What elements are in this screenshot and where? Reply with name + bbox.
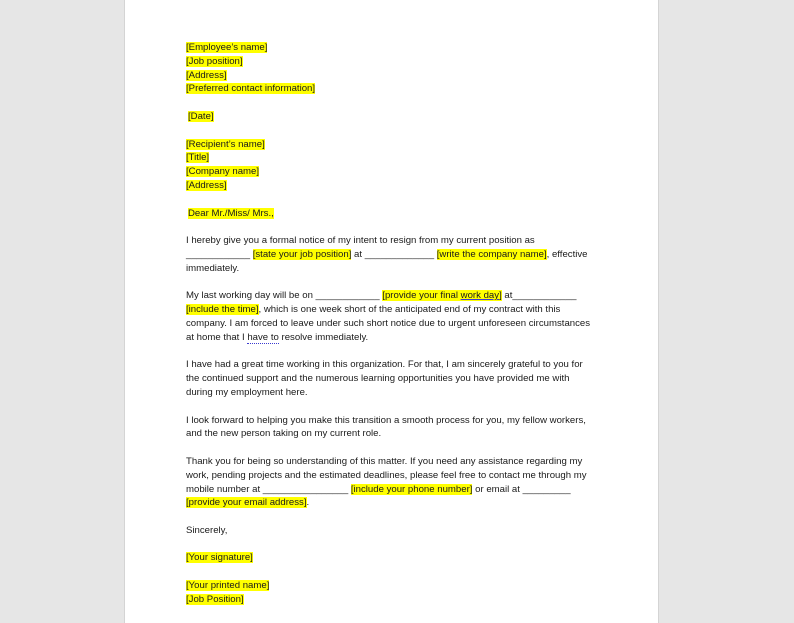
signature-placeholder: [Your signature]: [186, 552, 253, 564]
recipient-block: [186, 138, 598, 193]
printed-name-placeholder: [Your printed name]: [186, 580, 270, 592]
paragraph-gratitude: I have had a great time working in this organization. For that, I am sincerely grateful to you for the continued support and the numerous learning opportunities you have provided me with during my employment here.: [186, 359, 583, 398]
placeholder-job-position: [state your job position]: [252, 248, 352, 260]
placeholder-company-name: [write the company name]: [436, 248, 547, 260]
sender-contact: [Preferred contact information]: [186, 83, 316, 95]
paragraph-last-day: My last working day will be on ____________ [provide your final work day] at____________ [include the time], which is one week short of the anticipated end of my contract with this company. I am forced to leave under such short notice due to urgent unforeseen circumstances at home that I have to resolve immediately.: [186, 290, 591, 343]
letter-body: [186, 41, 598, 607]
placeholder-final-day: [provide your final work day]: [382, 290, 502, 302]
sender-name: [Employee’s name]: [186, 42, 268, 53]
sender-block: [186, 41, 598, 96]
placeholder-time: [include the time]: [186, 304, 259, 316]
placeholder-email: [provide your email address]: [186, 497, 307, 509]
recipient-company: [Company name]: [186, 166, 260, 178]
sender-address: [Address]: [186, 69, 227, 81]
recipient-name: [Recipient’s name]: [186, 138, 265, 150]
recipient-address: [Address]: [186, 179, 227, 191]
letter-date: [Date]: [188, 110, 214, 122]
paragraph-notice: I hereby give you a formal notice of my intent to resign from my current position as ____________ [state your job position] at _____________ [write the company name], effective immediately.: [186, 235, 588, 274]
sender-position: [Job position]: [186, 55, 243, 67]
document-page: [124, 0, 659, 623]
recipient-title: [Title]: [186, 152, 210, 164]
placeholder-phone: [include your phone number]: [350, 483, 473, 495]
greeting: Dear Mr./Miss/ Mrs.,: [188, 207, 274, 219]
paragraph-transition: I look forward to helping you make this transition a smooth process for you, my fellow workers, and the new person taking on my current role.: [186, 414, 586, 440]
closing: Sincerely,: [186, 524, 228, 536]
job-position-placeholder: [Job Position]: [186, 593, 244, 605]
paragraph-contact: Thank you for being so understanding of this matter. If you need any assistance regarding my work, pending projects and the estimated deadlines, please feel free to contact me through my mobile number at ________________ [include your phone number] or email at _________ [provide your email address].: [186, 455, 587, 509]
